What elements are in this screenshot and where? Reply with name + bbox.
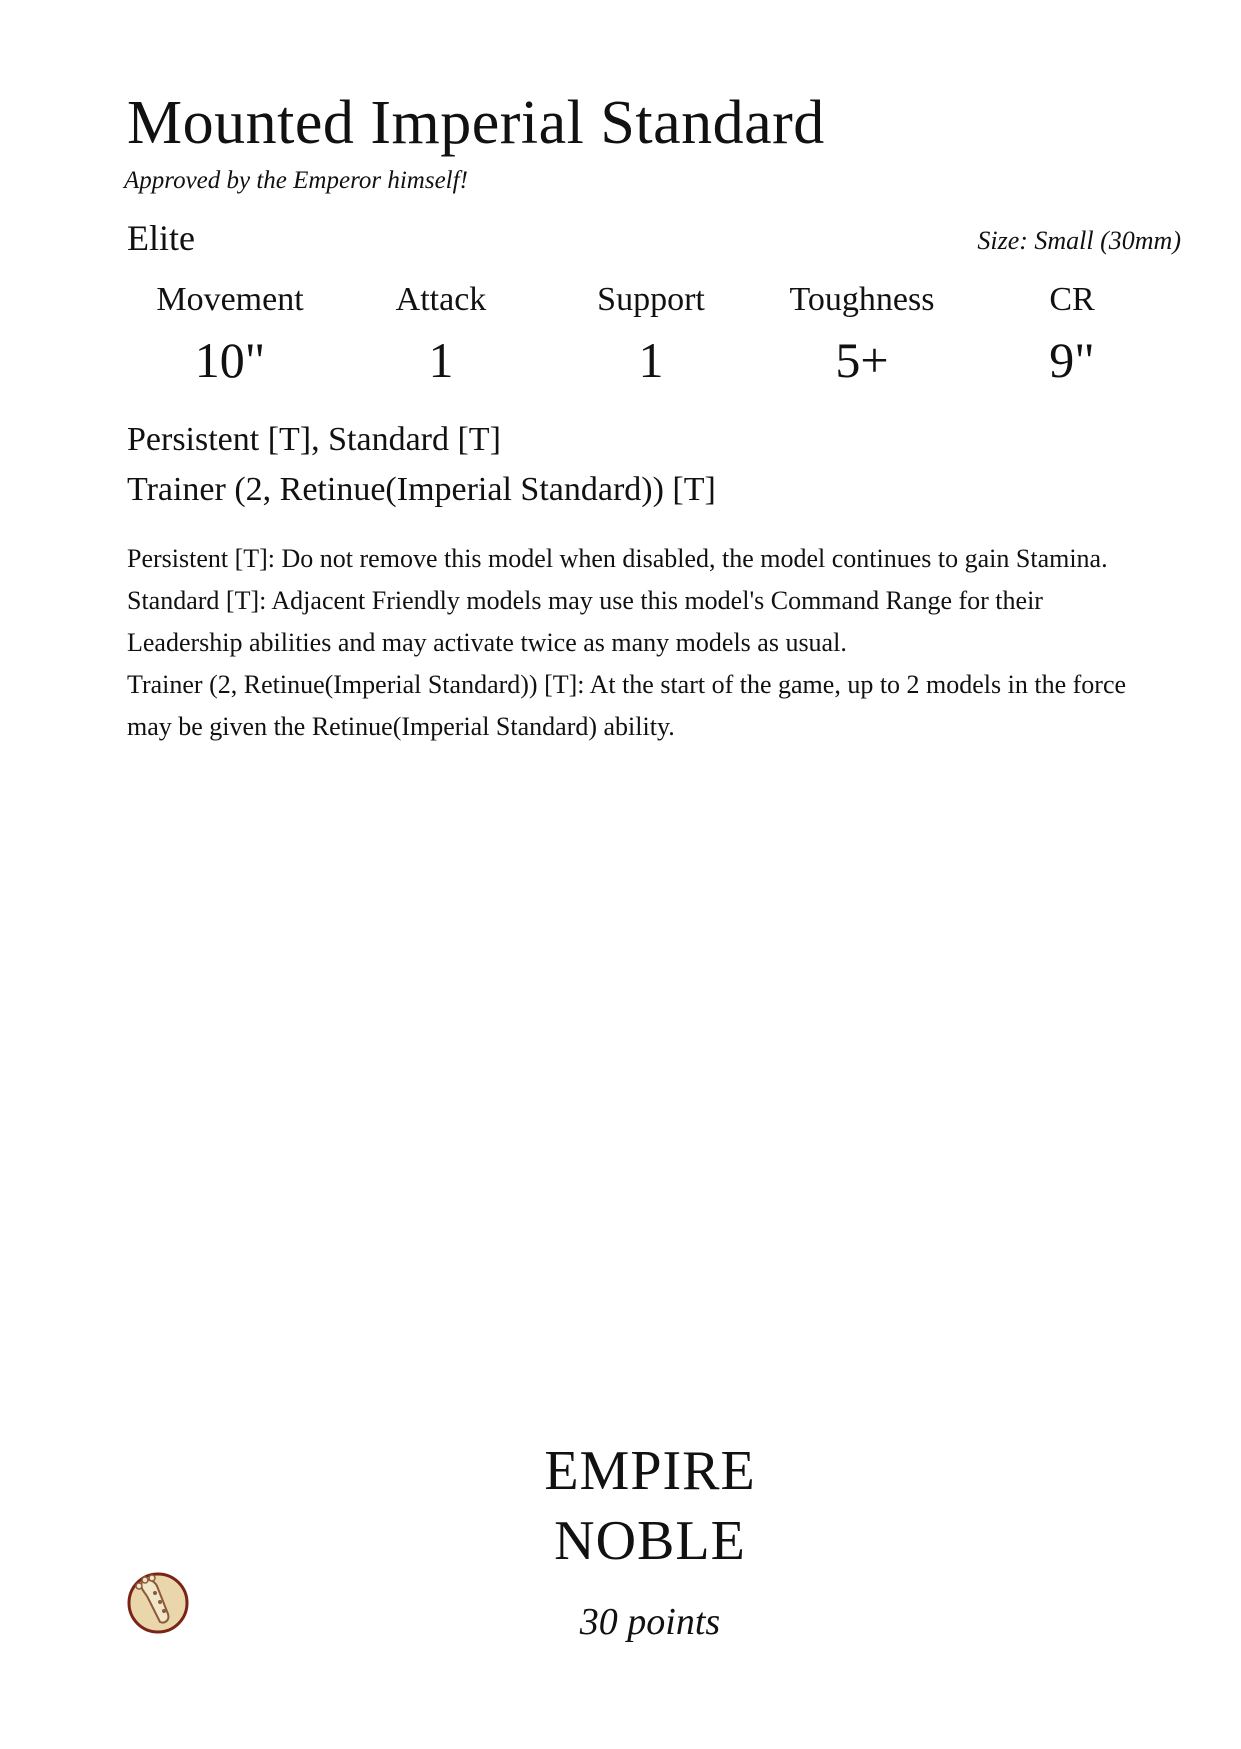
- stat-label: CR: [1049, 281, 1095, 318]
- stat-value: 5+: [835, 332, 889, 388]
- tan-circle-hand-icon: [124, 1568, 192, 1634]
- stat-label: Toughness: [789, 281, 935, 318]
- base-size: Size: Small (30mm): [977, 226, 1181, 255]
- card-subtitle: Approved by the Emperor himself!: [124, 167, 468, 194]
- stat-label: Movement: [156, 281, 304, 318]
- ability-list-line-2: Trainer (2, Retinue(Imperial Standard)) [T]: [127, 471, 716, 508]
- points-cost: 30 points: [579, 1601, 721, 1643]
- ability-list-line-1: Persistent [T], Standard [T]: [127, 421, 501, 458]
- stat-value: 1: [638, 332, 664, 388]
- stat-support: [551, 280, 751, 388]
- stat-movement: [130, 280, 330, 388]
- rule-standard: Standard [T]: Adjacent Friendly models may use this model's Command Range for their Leadership abilities and may activate twice as many models as usual.: [127, 586, 1043, 657]
- unit-rank: NOBLE: [554, 1510, 746, 1572]
- stat-label: Support: [597, 281, 705, 318]
- stat-toughness: [762, 280, 962, 388]
- stat-value: 1: [428, 332, 454, 388]
- faction-name: EMPIRE: [544, 1440, 756, 1502]
- stat-value: 10": [194, 332, 266, 388]
- card-title: Mounted Imperial Standard: [127, 89, 825, 157]
- stat-label: Attack: [395, 281, 487, 318]
- rule-persistent: Persistent [T]: Do not remove this model when disabled, the model continues to gain Stamina.: [127, 544, 1108, 573]
- rule-trainer: Trainer (2, Retinue(Imperial Standard)) [T]: At the start of the game, up to 2 models in the force may be given the Retinue(Imperial Standard) ability.: [127, 670, 1127, 741]
- stat-value: 9": [1049, 332, 1095, 388]
- stat-attack: [341, 280, 541, 388]
- stat-command-range: [972, 280, 1172, 388]
- unit-category: Elite: [127, 218, 195, 258]
- rules-text: [127, 538, 1127, 748]
